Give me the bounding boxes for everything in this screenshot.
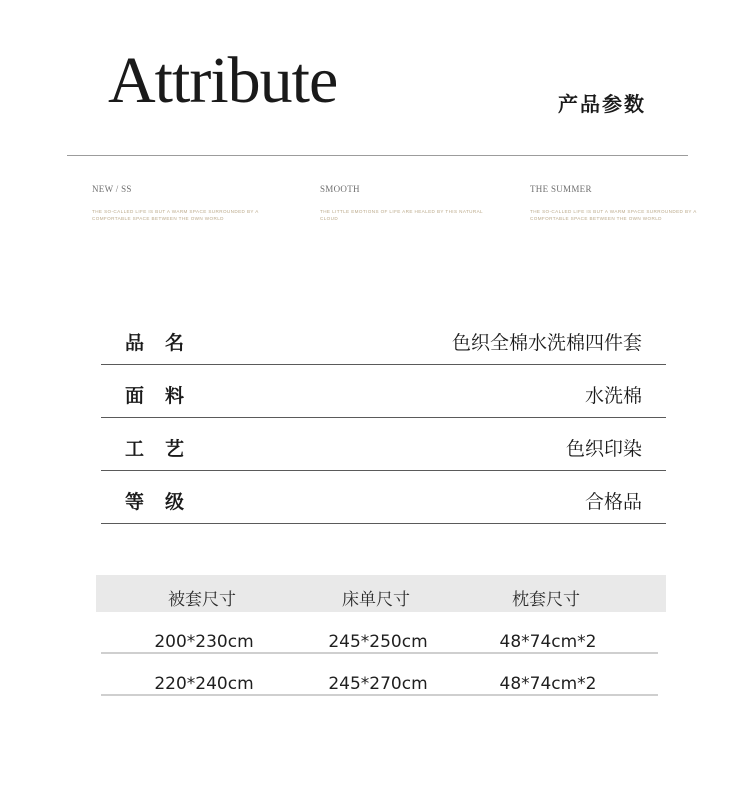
attribute-value: 色织印染 <box>565 438 642 460</box>
sheet-size-cell: 245*270cm <box>328 674 428 694</box>
attribute-value: 合格品 <box>584 491 642 513</box>
page-subtitle: 产品参数 <box>558 92 646 116</box>
size-table-header <box>96 575 666 612</box>
attribute-value: 水洗棉 <box>584 385 642 407</box>
size-table <box>96 575 666 696</box>
blurb-text: THE SO-CALLED LIFE IS BUT A WARM SPACE SURROUNDED BY A COMFORTABLE SPACE BETWEEN THE OWN WORLD <box>92 209 259 221</box>
blurb-heading: NEW / SS <box>92 184 132 194</box>
table-row <box>101 612 658 654</box>
page-title: Attribute <box>108 44 338 117</box>
attribute-label: 品名 <box>125 332 206 354</box>
blurb-the-summer <box>530 184 700 222</box>
top-divider <box>67 155 688 156</box>
pillowcase-size-cell: 48*74cm*2 <box>499 674 597 694</box>
header-duvet-size: 被套尺寸 <box>168 590 236 610</box>
attribute-value: 色织全棉水洗棉四件套 <box>451 332 642 354</box>
pillowcase-size-cell: 48*74cm*2 <box>499 632 597 652</box>
table-row <box>101 654 658 696</box>
blurb-heading: SMOOTH <box>320 184 360 194</box>
attribute-label: 工艺 <box>125 438 206 460</box>
duvet-size-cell: 220*240cm <box>154 674 254 694</box>
header-pillowcase-size: 枕套尺寸 <box>512 590 580 610</box>
duvet-size-cell: 200*230cm <box>154 632 254 652</box>
attribute-row-grade <box>101 471 666 524</box>
blurb-heading: THE SUMMER <box>530 184 592 194</box>
attribute-row-product-name <box>101 312 666 365</box>
blurb-text: THE LITTLE EMOTIONS OF LIFE ARE HEALED BY THIS NATURAL CLOUD <box>320 209 483 221</box>
attribute-label: 面料 <box>125 385 206 407</box>
header-sheet-size: 床单尺寸 <box>342 590 410 610</box>
attribute-row-fabric <box>101 365 666 418</box>
attribute-table <box>101 312 666 524</box>
attribute-row-craft <box>101 418 666 471</box>
blurb-new-ss <box>92 184 262 222</box>
blurb-text: THE SO-CALLED LIFE IS BUT A WARM SPACE SURROUNDED BY A COMFORTABLE SPACE BETWEEN THE OWN WORLD <box>530 209 697 221</box>
attribute-label: 等级 <box>125 491 206 513</box>
blurb-smooth <box>320 184 490 222</box>
sheet-size-cell: 245*250cm <box>328 632 428 652</box>
